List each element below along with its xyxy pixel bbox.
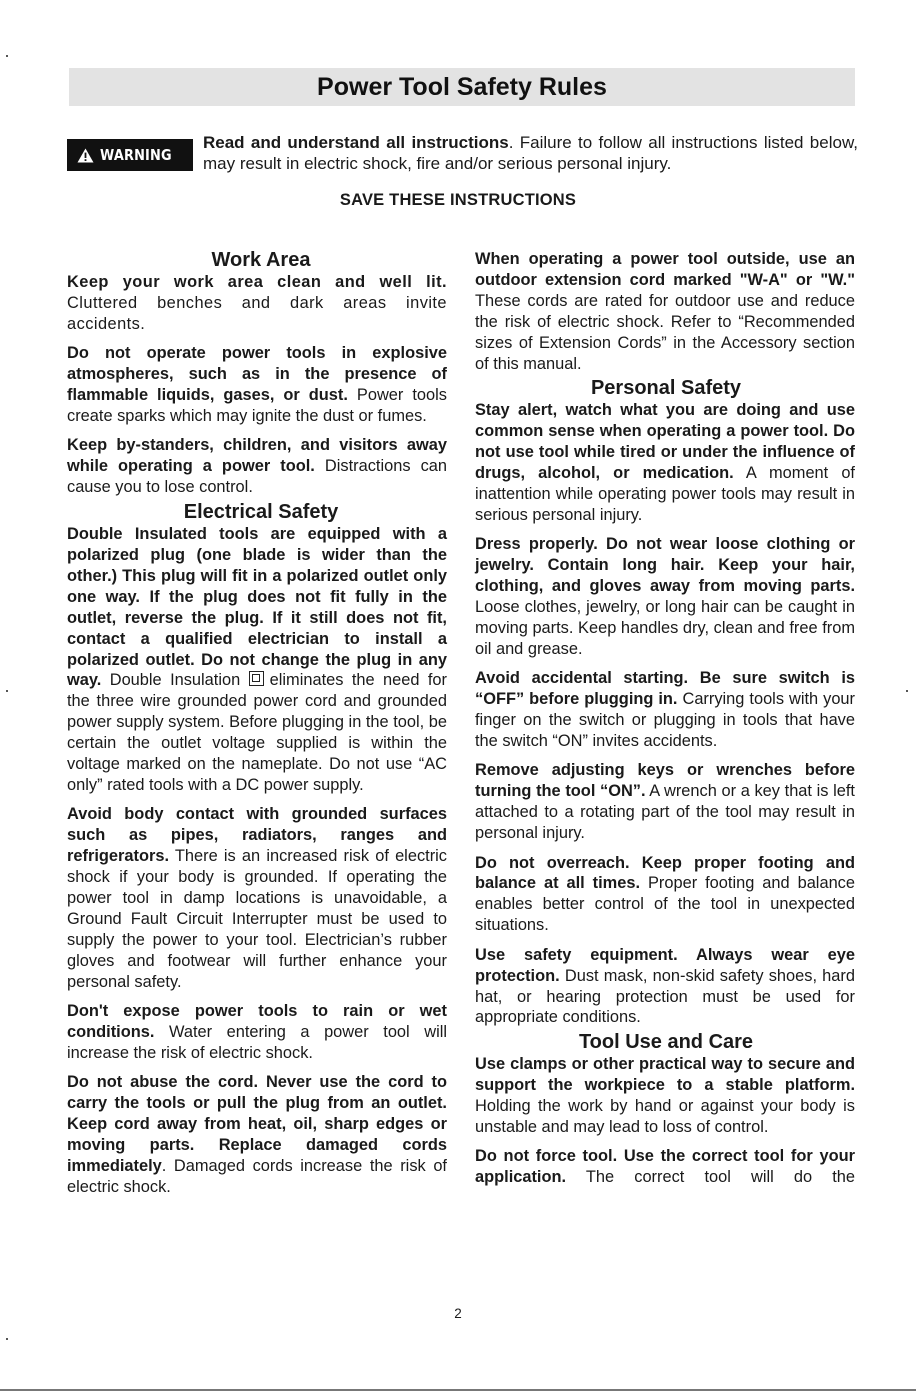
rule-text: Dust mask, non-skid safety shoes, hard hat, or hearing protection must be used for appropriate conditions. [475, 966, 855, 1027]
margin-tick [6, 55, 8, 57]
paragraph [67, 435, 447, 498]
section-heading-tool-use-and-care: Tool Use and Care [578, 1031, 754, 1054]
rule-lead: Double Insulated tools are equipped with a polarized plug (one blade is wider than the other.) This plug will fit in a polarized outlet only one way. If the plug does not fit fully in the outlet, reverse the plug. If it still does not fit, contact a qualified electrician to install a polarized outlet. Do not change the plug in any way. [67, 525, 447, 690]
rule-lead: Don't expose power tools to rain or wet conditions. [67, 1002, 447, 1041]
margin-tick [6, 1338, 8, 1340]
paragraph [475, 668, 855, 752]
warning-text [203, 132, 858, 174]
title-bar [69, 68, 855, 106]
rule-lead: Do not overreach. Keep proper footing and balance at all times. [475, 853, 855, 893]
rule-lead: Avoid accidental starting. Be sure switch is “OFF” before plugging in. [475, 669, 855, 709]
paragraph [475, 249, 855, 374]
paragraph [475, 1054, 855, 1138]
section-heading-electrical-safety: Electrical Safety [183, 501, 339, 524]
rule-text: Holding the work by hand or against your body is unstable and may lead to loss of control. [475, 1097, 855, 1137]
paragraph [67, 1001, 447, 1064]
margin-tick [906, 690, 908, 692]
rule-text: There is an increased risk of electric shock if your body is grounded. If operating the power tool in damp locations is unavoidable, a Ground Fault Circuit Interrupter must be used to supply the power to your tool. Electrician’s rubber gloves and footwear will further enhance your personal safety. [67, 847, 447, 991]
rule-text: eliminates the need for the three wire grounded power cord and grounded power supply system. Before plugging in the tool, be certain the outlet voltage supplied is within the voltage marked on the nameplate. Do not use “AC only” rated tools with a DC power supply. [67, 671, 447, 794]
warning-triangle-icon [77, 148, 94, 163]
rule-lead: Do not operate power tools in explosive atmospheres, such as in the presence of flammable liquids, gases, or dust. [67, 344, 447, 405]
rule-text: Distractions can cause you to lose control. [67, 457, 447, 497]
rule-lead: When operating a power tool outside, use an outdoor extension cord marked "W-A" or "W." [475, 250, 855, 289]
paragraph [475, 400, 855, 525]
warning-body: . Failure to follow all instructions listed below, may result in electric shock, fire and/or serious personal injury. [203, 133, 859, 173]
left-column [67, 249, 447, 1198]
rule-text: The correct tool will do the [566, 1168, 855, 1187]
rule-text: Power tools create sparks which may ignite the dust or fumes. [67, 386, 447, 425]
rule-text: . Damaged cords increase the risk of electric shock. [67, 1156, 447, 1196]
rule-text: Cluttered benches and dark areas invite accidents. [67, 293, 447, 333]
rule-lead: Keep by-standers, children, and visitors away while operating a power tool. [67, 436, 447, 476]
rule-lead: Do not abuse the cord. Never use the cord to carry the tools or pull the plug from an outlet. Keep cord away from heat, oil, sharp edges or moving parts. Replace damaged cords immediately [67, 1073, 447, 1175]
paragraph [67, 343, 447, 427]
page-title: Power Tool Safety Rules [317, 72, 607, 101]
rule-text: A wrench or a key that is left attached to a rotating part of the tool may result in personal injury. [475, 782, 855, 843]
paragraph [475, 945, 855, 1029]
rule-text: Carrying tools with your finger on the switch or plugging in tools that have the switch “ON” invites accidents. [475, 690, 856, 751]
paragraph [67, 524, 447, 796]
rule-lead: Dress properly. Do not wear loose clothing or jewelry. Contain long hair. Keep your hair, clothing, and gloves away from moving parts. [475, 535, 855, 596]
page-number: 2 [454, 1306, 462, 1321]
rule-lead: Use safety equipment. Always wear eye protection. [475, 945, 855, 985]
rule-text: Water entering a power tool will increase the risk of electric shock. [67, 1022, 447, 1062]
rule-text: Loose clothes, jewelry, or long hair can be caught in moving parts. Keep handles dry, clean and free from oil and grease. [475, 598, 855, 658]
paragraph [67, 804, 447, 992]
section-heading-work-area: Work Area [211, 249, 311, 271]
rule-text: These cords are rated for outdoor use and reduce the risk of electric shock. Refer to “Recommended sizes of Extension Cords” in the Accessory section of this manual. [475, 291, 855, 373]
rule-text: A moment of inattention while operating power tools may result in serious personal injury. [475, 464, 855, 524]
margin-tick [6, 690, 8, 692]
warning-badge-label: WARNING [99, 146, 172, 164]
rule-lead: Avoid body contact with grounded surfaces such as pipes, radiators, ranges and refrigerators. [67, 805, 447, 866]
rule-lead: Stay alert, watch what you are doing and use common sense when operating a power tool. Do not use tool while tired or under the influence of drugs, alcohol, or medication. [475, 401, 855, 483]
double-insulation-icon [249, 671, 264, 686]
paragraph [475, 534, 855, 659]
rule-text: Double Insulation [101, 671, 249, 690]
section-heading-personal-safety: Personal Safety [590, 377, 742, 400]
warning-badge [67, 139, 193, 171]
rule-text: Proper footing and balance enables better control of the tool in unexpected situations. [475, 874, 855, 935]
save-instructions: SAVE THESE INSTRUCTIONS [339, 191, 577, 209]
paragraph [475, 1146, 855, 1188]
paragraph [67, 272, 447, 335]
warning-lead: Read and understand all instructions [203, 133, 509, 152]
paragraph [67, 1072, 447, 1197]
rule-lead: Use clamps or other practical way to secure and support the workpiece to a stable platform. [475, 1055, 855, 1095]
right-column [475, 249, 855, 1188]
rule-lead: Remove adjusting keys or wrenches before turning the tool “ON”. [475, 761, 855, 801]
rule-lead: Do not force tool. Use the correct tool for your application. [475, 1147, 855, 1187]
rule-lead: Keep your work area clean and well lit. [67, 273, 447, 291]
bottom-rule [0, 1389, 916, 1391]
paragraph [475, 760, 855, 844]
paragraph [475, 853, 855, 937]
